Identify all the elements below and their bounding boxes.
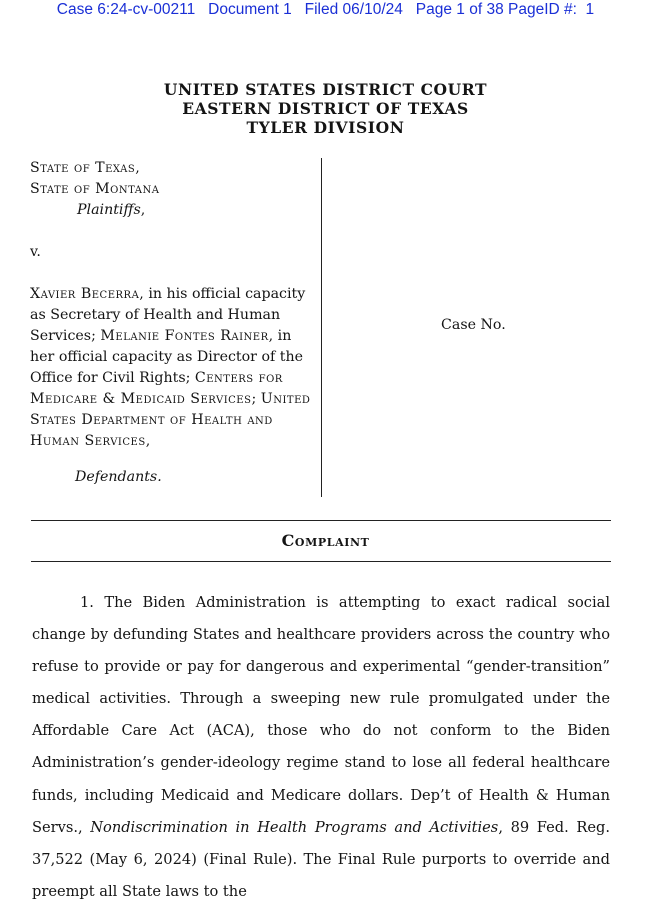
defendants-label: Defendants. xyxy=(75,469,162,485)
court-heading xyxy=(0,80,651,137)
defendant-becerra-role: , in his official capacity as Secretary of Health and Human Services; xyxy=(30,286,306,344)
title-rule-top xyxy=(31,520,611,521)
plaintiff-texas: State of Texas, xyxy=(30,160,141,176)
court-name: UNITED STATES DISTRICT COURT xyxy=(163,80,488,99)
plaintiffs-line xyxy=(30,200,320,221)
defendant-cms: Centers for Medicare & Medicaid Services xyxy=(30,370,283,407)
caption-divider xyxy=(321,158,322,497)
plaintiff-montana: State of Montana xyxy=(30,181,160,197)
paragraph-1-text-b: , 89 Fed. Reg. 37,522 (May 6, 2024) (Final Rule). The Final Rule purports to override and preempt all State laws to the xyxy=(32,818,610,900)
paragraph-1-citation: Nondiscrimination in Health Programs and Activities xyxy=(90,818,499,836)
defendant-rainer-role: , in her official capacity as Director of the Office for Civil Rights; xyxy=(30,328,303,386)
document-title: Complaint xyxy=(281,531,370,550)
defendant-becerra: Xavier Becerra xyxy=(30,286,140,302)
defendants-list xyxy=(30,284,320,452)
district-name: EASTERN DISTRICT OF TEXAS xyxy=(182,99,469,118)
defendant-hhs: United States Department of Health and Human Services xyxy=(30,391,311,449)
versus: v. xyxy=(30,244,41,260)
division-name: TYLER DIVISION xyxy=(246,118,405,137)
defendant-separator: ; xyxy=(251,391,261,407)
plaintiffs-comma: , xyxy=(140,202,146,218)
plaintiffs-label: Plaintiffs xyxy=(77,202,141,218)
paragraph-1-text-a: 1. The Biden Administration is attempting to exact radical social change by defunding States and healthcare providers across the country who refuse to provide or pay for dangerous and experimental “gender-transition” medical activities. Through a sweeping new rule promulgated under the Affordable Care Act (ACA), those who do not conform to the Biden Administration’s gender-ideology regime stand to lose all federal healthcare funds, including Medicaid and Medicare dollars. Dep’t of Health & Human Servs., xyxy=(32,594,610,836)
title-rule-bottom xyxy=(31,561,611,562)
case-number-label: Case No. xyxy=(441,317,506,333)
case-caption-parties xyxy=(30,158,320,488)
case-header: Case 6:24-cv-00211 Document 1 Filed 06/10/24 Page 1 of 38 PageID #: 1 xyxy=(56,1,595,18)
complaint-body xyxy=(32,587,610,908)
paragraph-1 xyxy=(32,587,610,908)
defendant-rainer: Melanie Fontes Rainer xyxy=(100,328,269,344)
defendant-hhs-comma: , xyxy=(145,433,151,449)
